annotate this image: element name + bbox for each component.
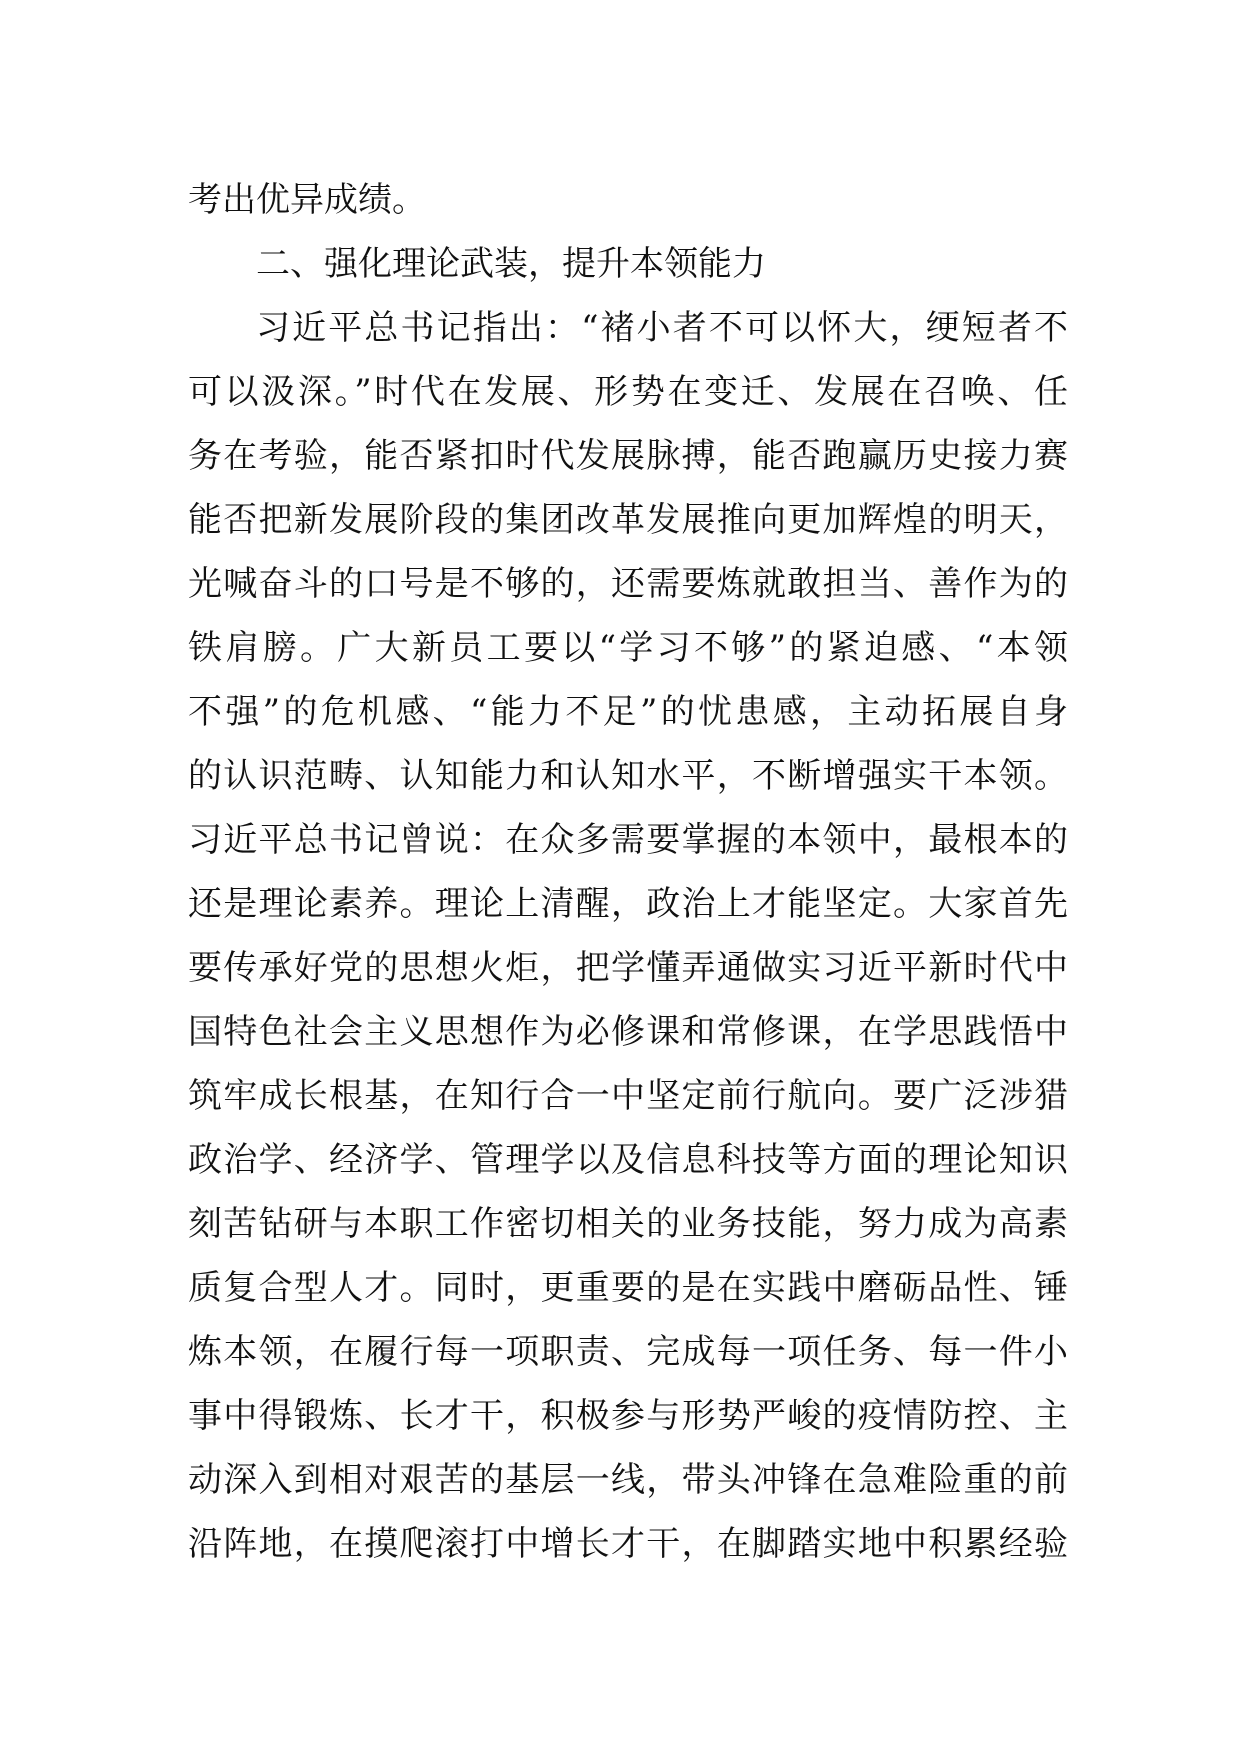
paragraph-line: 国特色社会主义思想作为必修课和常修课，在学思践悟中 xyxy=(188,1012,1068,1052)
paragraph-tail-line: 考出优异成绩。 xyxy=(188,180,426,220)
paragraph-line: 沿阵地，在摸爬滚打中增长才干，在脚踏实地中积累经验 xyxy=(188,1524,1068,1564)
paragraph-line: 还是理论素养。理论上清醒，政治上才能坚定。大家首先 xyxy=(188,884,1068,924)
paragraph-line: 的认识范畴、认知能力和认知水平，不断增强实干本领。 xyxy=(188,756,1068,796)
paragraph-line: 不强”的危机感、“能力不足”的忧患感，主动拓展自身 xyxy=(188,692,1068,732)
section-heading: 二、强化理论武装，提升本领能力 xyxy=(256,244,766,284)
paragraph-line: 可以汲深。”时代在发展、形势在变迁、发展在召唤、任 xyxy=(188,372,1068,412)
paragraph-line: 能否把新发展阶段的集团改革发展推向更加辉煌的明天， xyxy=(188,500,1068,540)
paragraph-line: 筑牢成长根基，在知行合一中坚定前行航向。要广泛涉猎 xyxy=(188,1076,1068,1116)
paragraph-main xyxy=(188,296,1068,1576)
paragraph-line: 炼本领，在履行每一项职责、完成每一项任务、每一件小 xyxy=(188,1332,1068,1372)
document-body xyxy=(188,168,1068,1576)
paragraph-line: 光喊奋斗的口号是不够的，还需要炼就敢担当、善作为的 xyxy=(188,564,1068,604)
paragraph-line: 习近平总书记曾说：在众多需要掌握的本领中，最根本的 xyxy=(188,820,1068,860)
paragraph-line: 政治学、经济学、管理学以及信息科技等方面的理论知识 xyxy=(188,1140,1068,1180)
paragraph-line: 习近平总书记指出：“褚小者不可以怀大，绠短者不 xyxy=(256,308,1068,348)
paragraph-line: 动深入到相对艰苦的基层一线，带头冲锋在急难险重的前 xyxy=(188,1460,1068,1500)
paragraph-line: 事中得锻炼、长才干，积极参与形势严峻的疫情防控、主 xyxy=(188,1396,1068,1436)
paragraph-line: 务在考验，能否紧扣时代发展脉搏，能否跑赢历史接力赛 xyxy=(188,436,1068,476)
paragraph-line: 铁肩膀。广大新员工要以“学习不够”的紧迫感、“本领 xyxy=(188,628,1068,668)
paragraph-line: 质复合型人才。同时，更重要的是在实践中磨砺品性、锤 xyxy=(188,1268,1068,1308)
paragraph-line: 刻苦钻研与本职工作密切相关的业务技能，努力成为高素 xyxy=(188,1204,1068,1244)
paragraph-line: 要传承好党的思想火炬，把学懂弄通做实习近平新时代中 xyxy=(188,948,1068,988)
